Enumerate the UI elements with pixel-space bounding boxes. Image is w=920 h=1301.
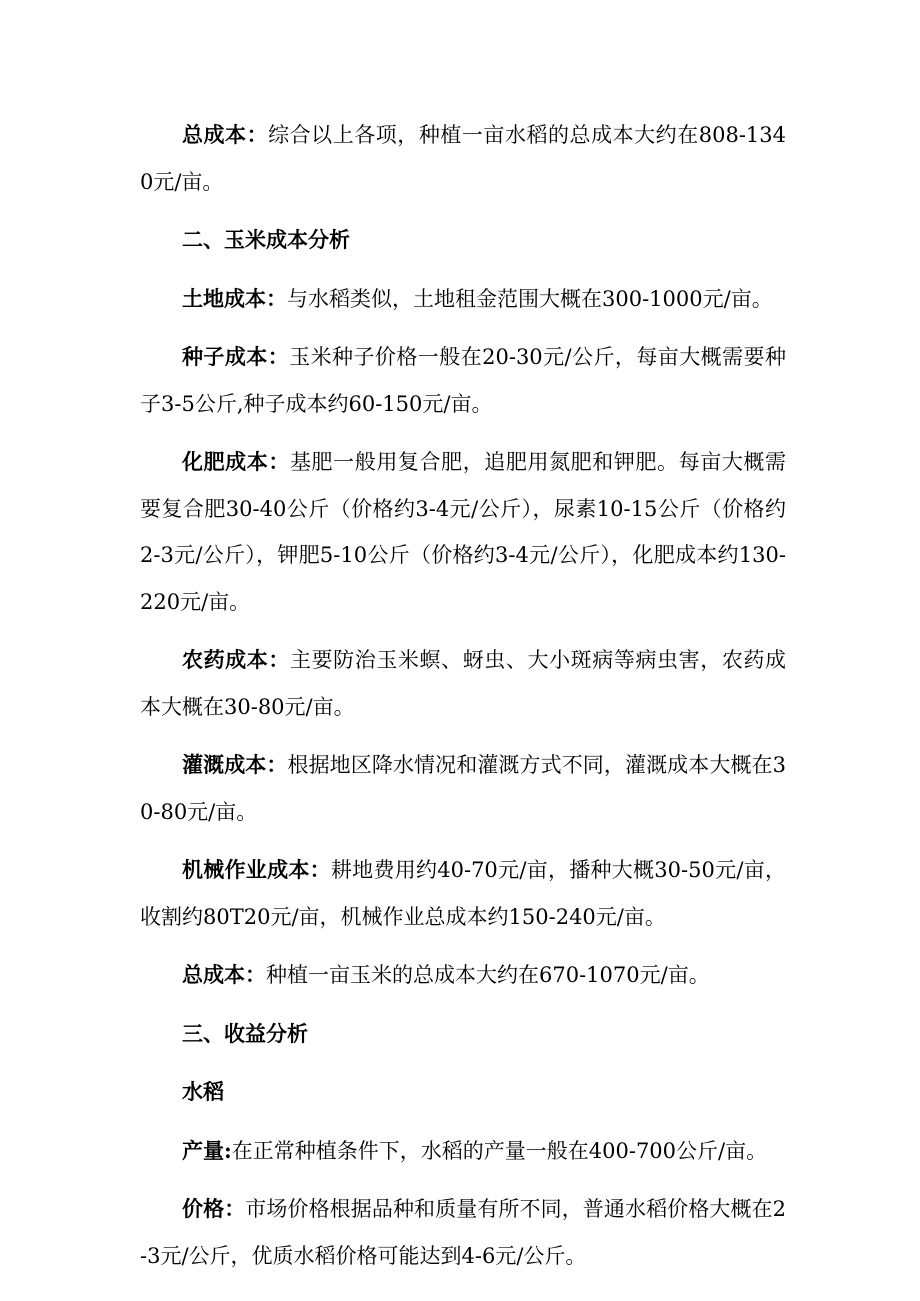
- subheading-rice: 水稻: [182, 1079, 224, 1104]
- paragraph-label: 机械作业成本：: [182, 857, 331, 882]
- paragraph-text: 综合以上各项，种植一亩水稻的总成本大约在808-1340元/亩。: [140, 123, 786, 194]
- paragraph-irrigation-cost: [140, 742, 786, 835]
- paragraph-rice-total-cost: [140, 112, 786, 205]
- paragraph-label: 化肥成本：: [182, 449, 290, 474]
- paragraph-text: 玉米种子价格一般在20-30元/公斤，每亩大概需要种子3-5公斤,种子成本约60-150元/亩。: [140, 345, 786, 416]
- paragraph-rice-yield: [140, 1128, 786, 1175]
- paragraph-label: 价格：: [182, 1196, 246, 1221]
- paragraph-label: 土地成本：: [182, 285, 287, 311]
- paragraph-text: 主要防治玉米螟、蚜虫、大小斑病等病虫害，农药成本大概在30-80元/亩。: [140, 648, 787, 719]
- paragraph-text: 在正常种植条件下，水稻的产量一般在400-700公斤/亩。: [231, 1138, 768, 1163]
- document-page: [140, 112, 786, 1291]
- paragraph-label: 产量:: [182, 1137, 232, 1163]
- paragraph-label: 农药成本：: [182, 647, 290, 672]
- paragraph-pesticide-cost: [140, 637, 786, 730]
- paragraph-seed-cost: [140, 334, 786, 427]
- paragraph-text: 市场价格根据品种和质量有所不同，普通水稻价格大概在2-3元/公斤，优质水稻价格可能达到4-6元/公斤。: [140, 1197, 787, 1268]
- paragraph-text: 耕地费用约40-70元/亩，播种大概30-50元/亩，收割约80T20元/亩，机械作业总成本约150-240元/亩。: [140, 858, 787, 929]
- section-heading-revenue: 三、收益分析: [182, 1020, 308, 1046]
- paragraph-text: 种植一亩玉米的总成本大约在670-1070元/亩。: [266, 963, 710, 987]
- paragraph-label: 总成本：: [182, 122, 269, 147]
- paragraph-machinery-cost: [140, 847, 786, 940]
- paragraph-corn-total-cost: [140, 952, 786, 999]
- section-heading-corn-cost: 二、玉米成本分析: [182, 227, 350, 252]
- paragraph-label: 灌溉成本：: [182, 752, 288, 777]
- paragraph-fertilizer-cost: [140, 439, 786, 625]
- paragraph-text: 与水稻类似，土地租金范围大概在300-1000元/亩。: [287, 286, 773, 311]
- paragraph-rice-price: [140, 1186, 786, 1279]
- paragraph-land-cost: [140, 276, 786, 323]
- paragraph-text: 基肥一般用复合肥，追肥用氮肥和钾肥。每亩大概需要复合肥30-40公斤（价格约3-4元/公斤），尿素10-15公斤（价格约2-3元/公斤），钾肥5-10公斤（价格约3-4元/公斤），化肥成本约130-220元/亩。: [140, 450, 787, 614]
- paragraph-label: 种子成本：: [182, 344, 290, 369]
- paragraph-label: 总成本：: [182, 962, 266, 987]
- paragraph-text: 根据地区降水情况和灌溉方式不同，灌溉成本大概在30-80元/亩。: [140, 753, 787, 824]
